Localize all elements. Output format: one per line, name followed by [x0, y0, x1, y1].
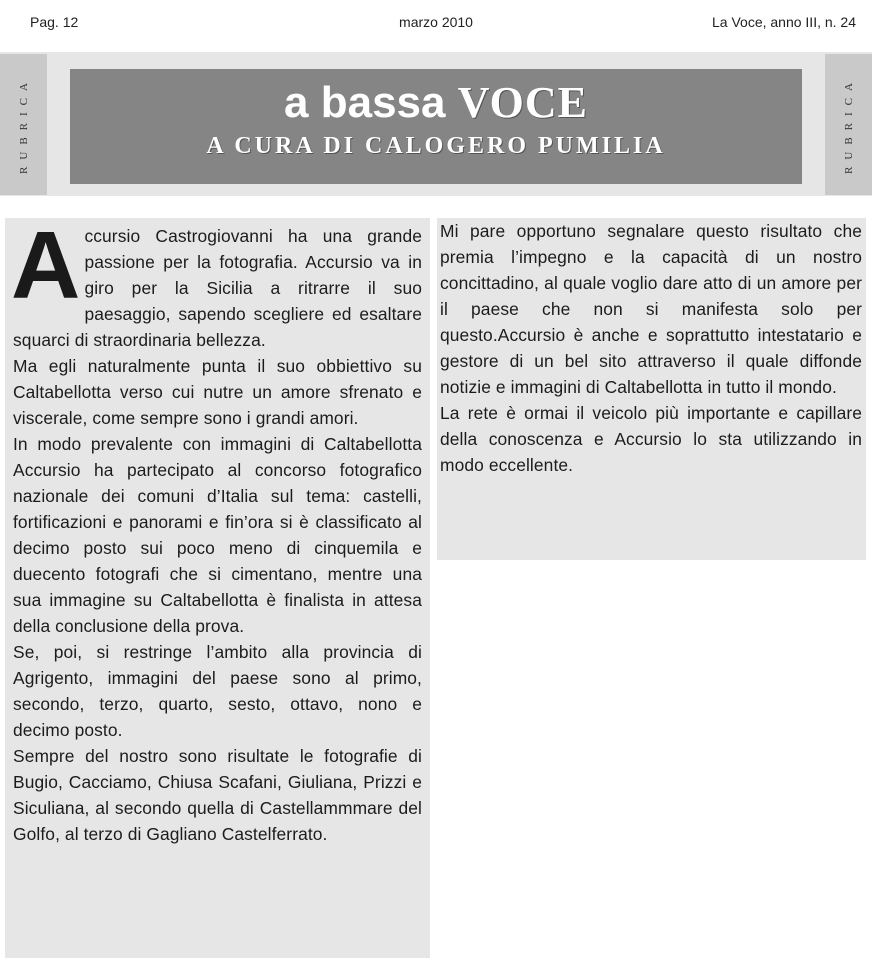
article-column-right: [437, 218, 866, 560]
article-paragraph: In modo prevalente con immagini di Caltabellotta Accursio ha partecipato al concorso fotografico nazionale dei comuni d’Italia sul tema: castelli, fortificazioni e panorami e fin’ora si è classificato al decimo posto sui poco meno di cinquemila e duecento fotografi che si cimentano, mentre una sua immagine su Caltabellotta è finalista in attesa della conclusione della prova.: [13, 434, 422, 636]
article-paragraph: Mi pare opportuno segnalare questo risultato che premia l’impegno e la capacità di un nostro concittadino, al quale voglio dare atto di un amore per il paese che non si manifesta solo per questo.Accursio è anche e soprattutto intestatario e gestore di un bel sito attraverso il quale diffonde notizie e immagini di Caltabellotta in tutto il mondo.: [440, 221, 862, 397]
issue-date: marzo 2010: [399, 14, 473, 30]
article-paragraph: Sempre del nostro sono risultate le fotografie di Bugio, Cacciamo, Chiusa Scafani, Giuliana, Prizzi e Siculiana, al secondo quella di Castellammmare del Golfo, al terzo di Gagliano Castelferrato.: [13, 746, 422, 844]
article-paragraph: La rete è ormai il veicolo più importante e capillare della conoscenza e Accursio lo sta utilizzando in modo eccellente.: [440, 403, 862, 475]
drop-cap: A: [11, 212, 81, 319]
article-paragraph: [11, 212, 422, 353]
rubrica-label-left: [0, 54, 47, 195]
publication-info: La Voce, anno III, n. 24: [712, 14, 856, 30]
paragraph-text: ccursio Castrogiovanni ha una grande passione per la fotografia. Accursio va in giro per la Sicilia a ritrarre il suo paesaggio, sapendo scegliere ed esaltare squarci di straordinaria bellezza.: [13, 226, 422, 350]
banner-title: [70, 77, 802, 129]
rubrica-text-right: RUBRICA: [842, 75, 855, 174]
article-column-left: [5, 212, 430, 958]
banner-subtitle: A CURA DI CALOGERO PUMILIA: [206, 133, 666, 159]
banner-title-prefix: a bassa: [284, 78, 458, 127]
rubrica-label-right: [825, 54, 872, 195]
banner-title-voce: VOCE: [457, 78, 588, 127]
page-number: Pag. 12: [30, 14, 79, 30]
article-paragraph: Ma egli naturalmente punta il suo obbiettivo su Caltabellotta verso cui nutre un amore sfrenato e viscerale, come sempre sono i grandi amori.: [13, 356, 422, 428]
column-banner: [70, 69, 802, 184]
article-paragraph: Se, poi, si restringe l’ambito alla provincia di Agrigento, immagini del paese sono al primo, secondo, terzo, quarto, sesto, ottavo, nono e decimo posto.: [13, 642, 422, 740]
rubrica-text-left: RUBRICA: [17, 75, 30, 174]
